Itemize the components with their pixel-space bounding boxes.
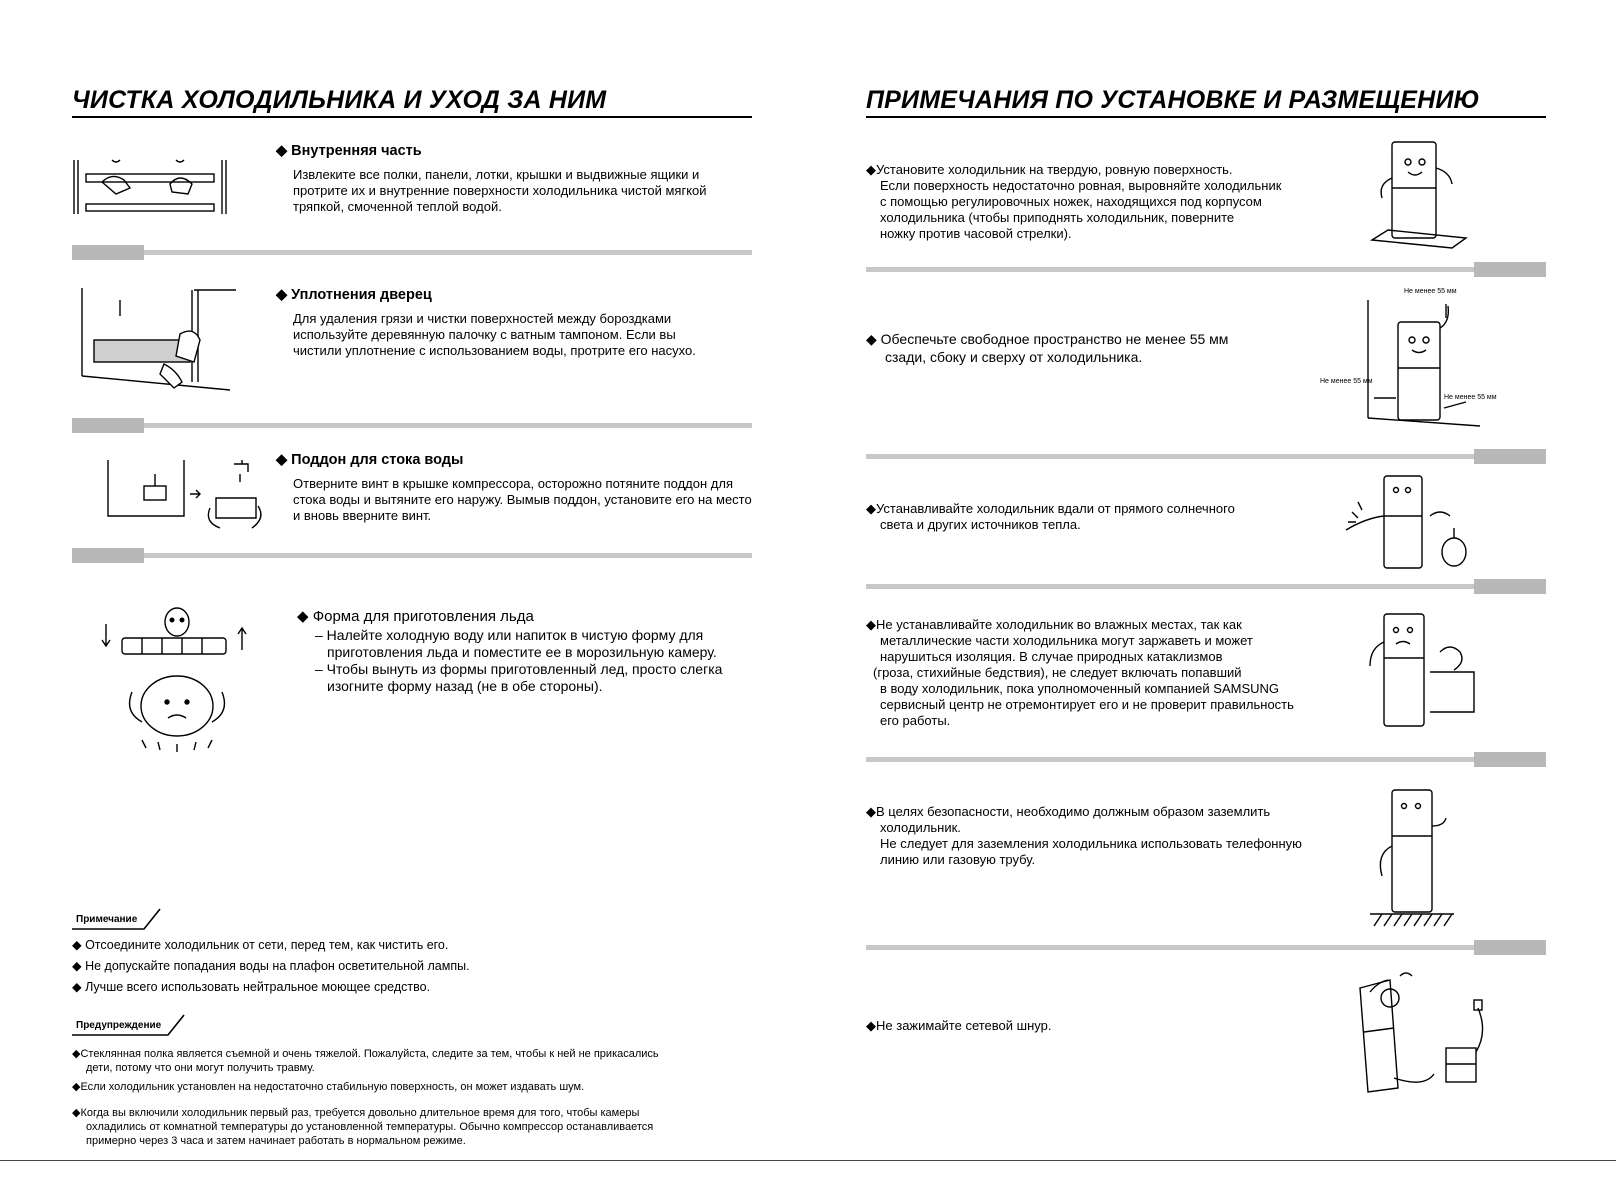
drip-tray-illustration: [106, 458, 266, 538]
clearance-line: ◆ Обеспечьте свободное пространство не менее 55 мм: [866, 331, 1229, 347]
section-body-drip-tray: Отверните винт в крышке компрессора, осторожно потяните поддон для стока воды и вытяните его наружу. Вымыв поддон, установите его на место и вновь вверните винт.: [293, 476, 752, 523]
note-label: Примечание: [76, 914, 138, 925]
install-level-line: Если поверхность недостаточно ровная, выровняйте холодильник: [880, 178, 1282, 193]
install-level-line: ножку против часовой стрелки).: [880, 226, 1072, 241]
door-gasket-illustration: [80, 286, 250, 396]
section-separator-block: [1474, 940, 1546, 955]
humidity-line: нарушиться изоляция. В случае природных катаклизмов: [880, 649, 1223, 664]
right-title-rule: [866, 116, 1546, 118]
humidity-line: металлические части холодильника могут заржаветь и может: [880, 633, 1253, 648]
warning-label: Предупреждение: [76, 1020, 162, 1031]
ice-tray-line-1: – Налейте холодную воду или напиток в чистую форму для: [315, 627, 704, 643]
section-separator-block: [1474, 262, 1546, 277]
fridge-heat-illustration: [1344, 472, 1474, 572]
humidity-line: ◆Не устанавливайте холодильник во влажных местах, так как: [866, 617, 1242, 632]
fridge-humidity-illustration: [1364, 612, 1484, 732]
section-heading-gaskets: ◆ Уплотнения дверец: [276, 287, 432, 303]
section-separator-block: [72, 245, 144, 260]
install-level-line: ◆Установите холодильник на твердую, ровную поверхность.: [866, 162, 1233, 177]
grounding-line: линию или газовую трубу.: [880, 852, 1036, 867]
section-body-interior: Извлеките все полки, панели, лотки, крышки и выдвижные ящики и протрите их и внутренние поверхности холодильника чистой мягкой тряпкой, смоченной теплой водой.: [293, 167, 707, 214]
sunlight-line: ◆Устанавливайте холодильник вдали от прямого солнечного: [866, 501, 1235, 516]
warning-item-1-cont: дети, потому что они могут получить травму.: [86, 1062, 315, 1074]
clearance-label-top: Не менее 55 мм: [1404, 288, 1457, 295]
shelf-cleaning-illustration: [72, 158, 232, 218]
note-item: ◆ Не допускайте попадания воды на плафон осветительной лампы.: [72, 959, 470, 973]
power-cord-line: ◆Не зажимайте сетевой шнур.: [866, 1018, 1052, 1033]
warning-item-3-cont: примерно через 3 часа и затем начинает работать в нормальном режиме.: [86, 1135, 466, 1147]
humidity-line: в воду холодильник, пока уполномоченный компанией SAMSUNG: [880, 681, 1280, 696]
note-item: ◆ Отсоедините холодильник от сети, перед тем, как чистить его.: [72, 938, 449, 952]
left-title-rule: [72, 116, 752, 118]
clearance-line: сзади, сбоку и сверху от холодильника.: [885, 349, 1143, 365]
left-page-title: ЧИСТКА ХОЛОДИЛЬНИКА И УХОД ЗА НИМ: [72, 86, 607, 114]
footer-rule: [0, 1160, 1616, 1161]
humidity-line: сервисный центр не отремонтирует его и не проверит правильность: [880, 697, 1294, 712]
ice-tray-illustration: [102, 602, 252, 752]
right-page-title: ПРИМЕЧАНИЯ ПО УСТАНОВКЕ И РАЗМЕЩЕНИЮ: [866, 86, 1480, 114]
section-separator: [866, 945, 1474, 950]
warning-item-2: ◆Если холодильник установлен на недостаточно стабильную поверхность, он может издавать шум.: [72, 1081, 585, 1093]
section-separator: [866, 584, 1474, 589]
clearance-label-right: Не менее 55 мм: [1444, 394, 1497, 401]
section-separator-block: [1474, 449, 1546, 464]
humidity-line: (гроза, стихийные бедствия), не следует включать попавший: [873, 665, 1242, 680]
ice-tray-line-2: приготовления льда и поместите ее в морозильную камеру.: [327, 644, 717, 660]
warning-item-3: ◆Когда вы включили холодильник первый раз, требуется довольно длительное время для того, чтобы камеры: [72, 1107, 640, 1119]
grounding-line: холодильник.: [880, 820, 961, 835]
install-level-line: холодильника (чтобы приподнять холодильник, поверните: [880, 210, 1235, 225]
section-separator-block: [1474, 579, 1546, 594]
ice-tray-heading: ◆ Форма для приготовления льда: [297, 608, 534, 625]
section-separator: [144, 553, 752, 558]
section-separator: [866, 267, 1474, 272]
sunlight-line: света и других источников тепла.: [880, 517, 1081, 532]
grounding-line: ◆В целях безопасности, необходимо должным образом заземлить: [866, 804, 1271, 819]
fridge-power-cord-illustration: [1350, 968, 1490, 1098]
fridge-grounding-illustration: [1368, 786, 1478, 932]
section-separator-block: [72, 548, 144, 563]
section-separator: [144, 250, 752, 255]
section-separator: [144, 423, 752, 428]
ice-tray-line-3: – Чтобы вынуть из формы приготовленный лед, просто слегка: [315, 661, 723, 677]
grounding-line: Не следует для заземления холодильника использовать телефонную: [880, 836, 1302, 851]
section-heading-interior: ◆ Внутренняя часть: [276, 143, 422, 159]
section-body-gaskets: Для удаления грязи и чистки поверхностей между бороздками используйте деревянную палочку с ватным тампоном. Если вы чистили уплотнение с использованием воды, протрите его насухо.: [293, 311, 696, 358]
section-heading-drip-tray: ◆ Поддон для стока воды: [276, 452, 464, 468]
section-separator: [866, 454, 1474, 459]
fridge-clearance-illustration: [1360, 298, 1500, 428]
fridge-level-illustration: [1370, 138, 1470, 258]
section-separator-block: [72, 418, 144, 433]
section-separator: [866, 757, 1474, 762]
warning-item-1: ◆Стеклянная полка является съемной и очень тяжелой. Пожалуйста, следите за тем, чтобы к ней не прикасались: [72, 1048, 659, 1060]
warning-item-3-cont: охладились от комнатной температуры до установленной температуры. Обычно компрессор останавливается: [86, 1121, 654, 1133]
clearance-label-left: Не менее 55 мм: [1320, 378, 1373, 385]
humidity-line: его работы.: [880, 713, 951, 728]
ice-tray-line-4: изогните форму назад (не в обе стороны).: [327, 678, 603, 694]
note-item: ◆ Лучше всего использовать нейтральное моющее средство.: [72, 980, 431, 994]
install-level-line: с помощью регулировочных ножек, находящихся под корпусом: [880, 194, 1262, 209]
section-separator-block: [1474, 752, 1546, 767]
